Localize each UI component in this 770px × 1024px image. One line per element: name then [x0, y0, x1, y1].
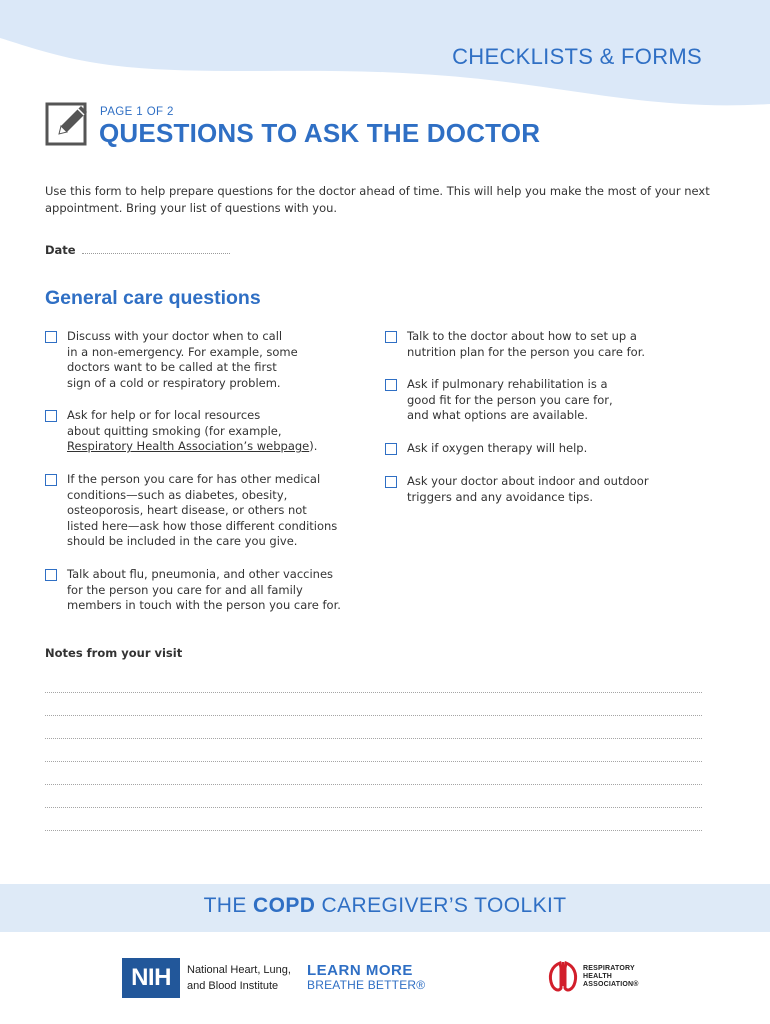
breathe-better-logo: BREATHE BETTER®	[307, 978, 426, 992]
checklist-item-text	[67, 408, 317, 455]
learn-more-logo: LEARN MORE	[307, 962, 413, 979]
checklist-item-text	[67, 567, 341, 614]
text-line: listed here—ask how those different conditions	[67, 518, 338, 533]
checklist-item-text	[407, 329, 645, 360]
text-line: Ask if pulmonary rehabilitation is a	[407, 377, 608, 391]
text-line: triggers and any avoidance tips.	[407, 489, 593, 504]
text-line: Talk to the doctor about how to set up a	[407, 329, 637, 343]
rha-name	[583, 965, 639, 989]
rha-name-line: HEALTH	[583, 973, 613, 980]
checklist-item[interactable]	[385, 474, 649, 505]
checkbox[interactable]	[45, 410, 57, 422]
text-line: members in touch with the person you care for.	[67, 598, 341, 612]
text-line: in a non-emergency. For example, some	[67, 344, 298, 359]
checkbox[interactable]	[385, 331, 397, 343]
notes-line[interactable]	[45, 738, 702, 739]
checklist-item[interactable]	[385, 377, 613, 424]
checklist-item-text	[407, 441, 587, 457]
date-field[interactable]	[45, 243, 230, 257]
toolkit-title-post: CAREGIVER’S TOOLKIT	[321, 894, 567, 917]
checkbox[interactable]	[385, 476, 397, 488]
checkbox[interactable]	[385, 443, 397, 455]
nhlbi-name	[187, 962, 291, 994]
notes-line[interactable]	[45, 784, 702, 785]
text-line: If the person you care for has other medical	[67, 472, 321, 486]
checklist-item[interactable]	[385, 441, 587, 457]
checklist-item[interactable]	[45, 567, 341, 614]
checklist-item-text	[67, 329, 298, 391]
link-suffix: ).	[309, 439, 318, 453]
notes-label: Notes from your visit	[45, 646, 183, 660]
edit-form-icon	[45, 100, 93, 148]
checklist-item[interactable]	[45, 329, 298, 391]
rha-name-line: RESPIRATORY	[583, 965, 635, 972]
text-line: conditions—such as diabetes, obesity,	[67, 487, 288, 502]
nih-logo: NIH	[122, 958, 180, 998]
text-line: osteoporosis, heart disease, or others not	[67, 503, 307, 517]
page-indicator: PAGE 1 OF 2	[100, 106, 174, 118]
page-title: QUESTIONS TO ASK THE DOCTOR	[99, 118, 541, 148]
text-line: doctors want to be called at the first	[67, 360, 277, 374]
text-line: good fit for the person you care for,	[407, 392, 613, 407]
section-label: CHECKLISTS & FORMS	[452, 44, 702, 69]
checklist-item[interactable]	[385, 329, 645, 360]
text-line: for the person you care for and all family	[67, 582, 303, 597]
checklist-item-text	[407, 377, 613, 424]
notes-line[interactable]	[45, 830, 702, 831]
toolkit-title-bold: COPD	[253, 894, 316, 917]
text-line: Ask your doctor about indoor and outdoor	[407, 474, 649, 488]
notes-line[interactable]	[45, 807, 702, 808]
text-line: Ask for help or for local resources	[67, 408, 261, 422]
checklist-item-text	[67, 472, 337, 550]
text-line: sign of a cold or respiratory problem.	[67, 375, 281, 390]
text-line: Discuss with your doctor when to call	[67, 329, 283, 343]
nhlbi-name-line: and Blood Institute	[187, 980, 279, 992]
checklist-item-text	[407, 474, 649, 505]
text-line	[67, 439, 317, 455]
intro-text: Use this form to help prepare questions for the doctor ahead of time. This will help you make the most of your next appointment. Bring your list of questions with you.	[45, 184, 710, 215]
checkbox[interactable]	[45, 474, 57, 486]
text-line: Talk about flu, pneumonia, and other vaccines	[67, 567, 334, 581]
toolkit-title-pre: THE	[203, 894, 247, 917]
date-input-line[interactable]	[82, 253, 230, 254]
checklist-item[interactable]	[45, 472, 337, 550]
text-line: nutrition plan for the person you care for.	[407, 344, 646, 359]
text-line: should be included in the care you give.	[67, 534, 298, 548]
text-line: about quitting smoking (for example,	[67, 423, 282, 438]
checkbox[interactable]	[45, 569, 57, 581]
notes-line[interactable]	[45, 761, 702, 762]
notes-line[interactable]	[45, 715, 702, 716]
toolkit-title	[0, 894, 770, 918]
checklist-item[interactable]	[45, 408, 317, 455]
date-label: Date	[45, 243, 76, 257]
text-line: Ask if oxygen therapy will help.	[407, 441, 588, 455]
nhlbi-name-line: National Heart, Lung,	[187, 964, 291, 976]
checkbox[interactable]	[45, 331, 57, 343]
text-line: and what options are available.	[407, 408, 589, 422]
section-heading: General care questions	[45, 287, 261, 309]
checkbox[interactable]	[385, 379, 397, 391]
rha-name-line: ASSOCIATION®	[583, 981, 639, 988]
rha-webpage-link[interactable]: Respiratory Health Association’s webpage	[67, 439, 310, 453]
rha-logo-icon	[547, 960, 579, 994]
notes-line[interactable]	[45, 692, 702, 693]
